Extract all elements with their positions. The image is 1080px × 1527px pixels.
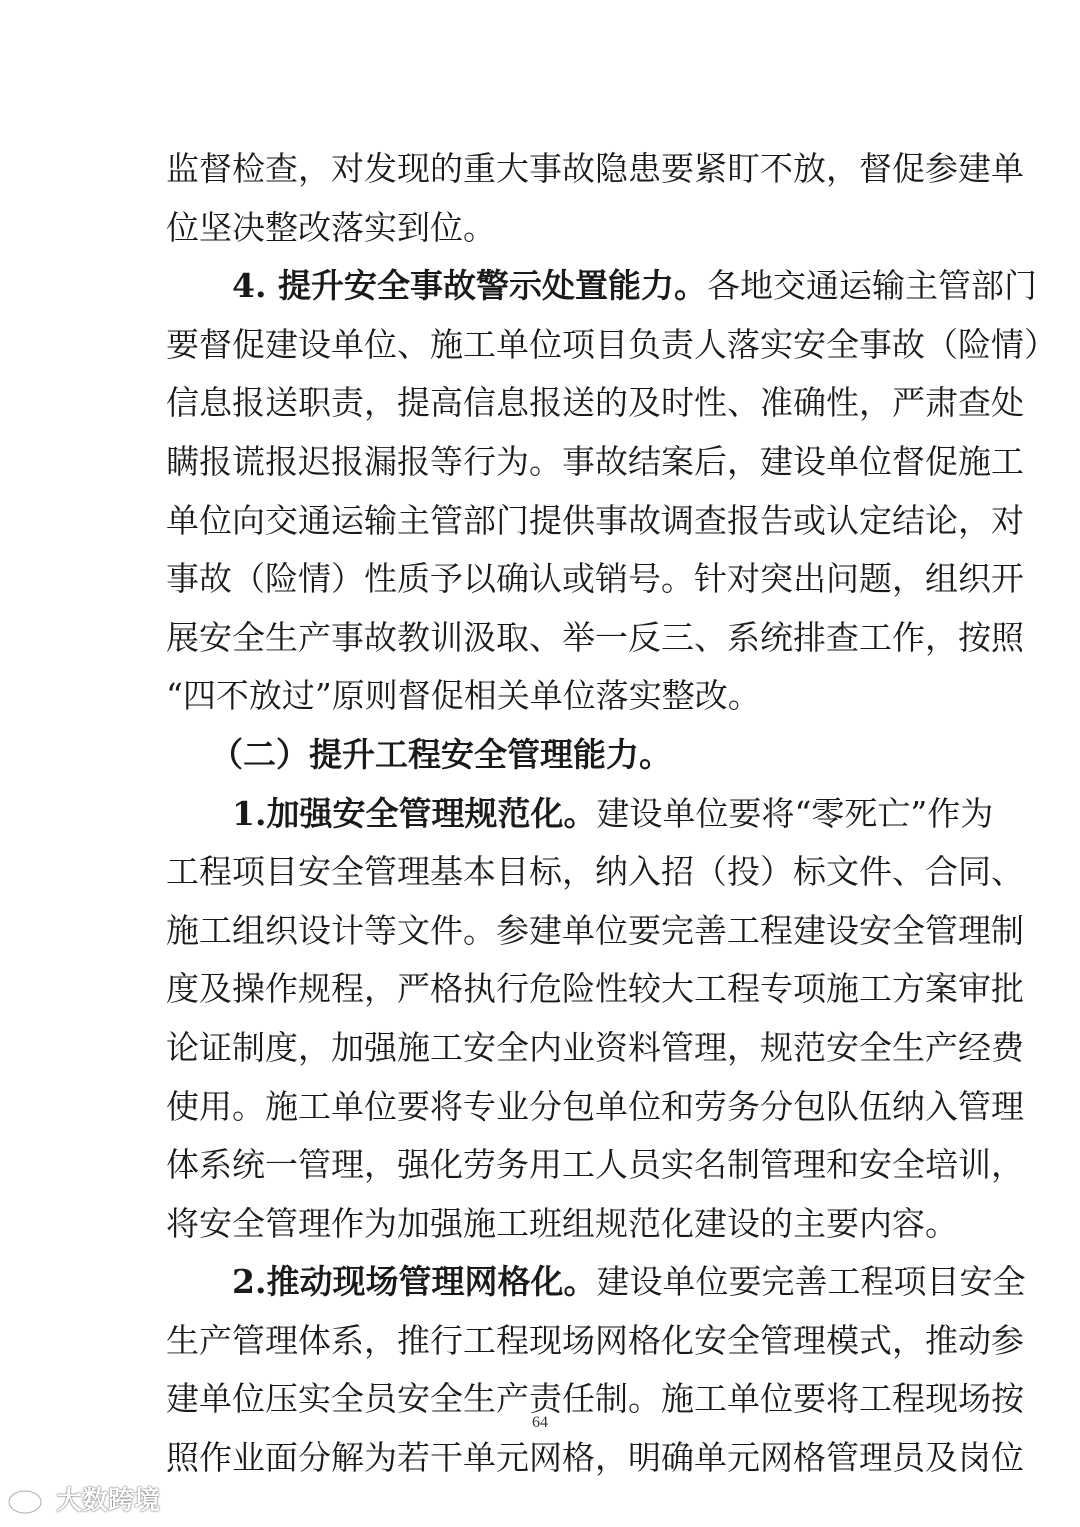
body-text: 生产管理体系，推行工程现场网格化安全管理模式，推动参 bbox=[166, 1320, 1024, 1360]
document-body bbox=[166, 140, 1057, 1488]
body-text: 施工组织设计等文件。参建单位要完善工程建设安全管理制 bbox=[166, 910, 1024, 950]
section-heading: 4. 提升安全事故警示处置能力。 bbox=[232, 266, 707, 306]
text-line bbox=[166, 1253, 1026, 1312]
text-line bbox=[166, 902, 1024, 961]
body-text: 单位向交通运输主管部门提供事故调查报告或认定结论，对 bbox=[166, 500, 1024, 540]
text-line bbox=[166, 1429, 1024, 1488]
text-line bbox=[166, 1078, 1024, 1137]
body-text: 监督检查，对发现的重大事故隐患要紧盯不放，督促参建单 bbox=[166, 149, 1024, 188]
watermark-text: 大数跨境 bbox=[56, 1485, 161, 1516]
body-text: 体系统一管理，强化劳务用工人员实名制管理和安全培训， bbox=[166, 1145, 1024, 1185]
body-text: 论证制度，加强施工安全内业资料管理，规范安全生产经费 bbox=[166, 1027, 1024, 1067]
text-line bbox=[166, 785, 994, 844]
source-watermark bbox=[6, 1478, 160, 1518]
body-text: 照作业面分解为若干单元网格，明确单元网格管理员及岗位 bbox=[166, 1438, 1024, 1478]
weibo-logo-icon bbox=[6, 1481, 50, 1515]
text-line bbox=[166, 199, 916, 258]
body-text: 各地交通运输主管部门 bbox=[706, 266, 1037, 306]
text-line bbox=[166, 316, 1057, 375]
text-line bbox=[166, 374, 1024, 433]
body-text: 度及操作规程，严格执行危险性较大工程专项施工方案审批 bbox=[166, 969, 1024, 1009]
text-line bbox=[166, 492, 1024, 551]
section-heading: 1.加强安全管理规范化。 bbox=[232, 793, 597, 833]
body-text: “四不放过”原则督促相关单位落实整改。 bbox=[166, 676, 761, 716]
text-line bbox=[166, 843, 1024, 902]
text-line bbox=[166, 1312, 1024, 1371]
body-text: 建设单位要将“零死亡”作为 bbox=[596, 793, 994, 833]
text-line bbox=[166, 140, 1024, 199]
text-line bbox=[166, 1019, 1024, 1078]
body-text: 要督促建设单位、施工单位项目负责人落实安全事故（险情） bbox=[166, 324, 1057, 364]
body-text: 建设单位要完善工程项目安全 bbox=[596, 1262, 1026, 1302]
body-text: 展安全生产事故教训汲取、举一反三、系统排查工作，按照 bbox=[166, 617, 1024, 657]
text-line bbox=[166, 257, 1037, 316]
body-text: 位坚决整改落实到位。 bbox=[166, 207, 496, 247]
text-line bbox=[166, 1136, 1024, 1195]
text-line bbox=[166, 433, 1024, 492]
body-text: 瞒报谎报迟报漏报等行为。事故结案后，建设单位督促施工 bbox=[166, 441, 1024, 481]
body-text: 信息报送职责，提高信息报送的及时性、准确性，严肃查处 bbox=[166, 383, 1024, 423]
body-text: 将安全管理作为加强施工班组规范化建设的主要内容。 bbox=[166, 1203, 958, 1243]
section-heading: 2.推动现场管理网格化。 bbox=[232, 1262, 597, 1302]
body-text: 使用。施工单位要将专业分包单位和劳务分包队伍纳入管理 bbox=[166, 1086, 1024, 1126]
text-line bbox=[166, 960, 1024, 1019]
page-number: 64 bbox=[532, 1414, 548, 1431]
section-heading: （二）提升工程安全管理能力。 bbox=[210, 734, 672, 774]
text-line bbox=[166, 726, 916, 785]
text-line bbox=[166, 667, 916, 726]
text-line bbox=[166, 1195, 958, 1254]
text-line bbox=[166, 550, 1024, 609]
text-line bbox=[166, 609, 1024, 668]
body-text: 工程项目安全管理基本目标，纳入招（投）标文件、合同、 bbox=[166, 852, 1024, 892]
body-text: 建单位压实全员安全生产责任制。施工单位要将工程现场按 bbox=[166, 1379, 1024, 1419]
body-text: 事故（险情）性质予以确认或销号。针对突出问题，组织开 bbox=[166, 559, 1024, 599]
